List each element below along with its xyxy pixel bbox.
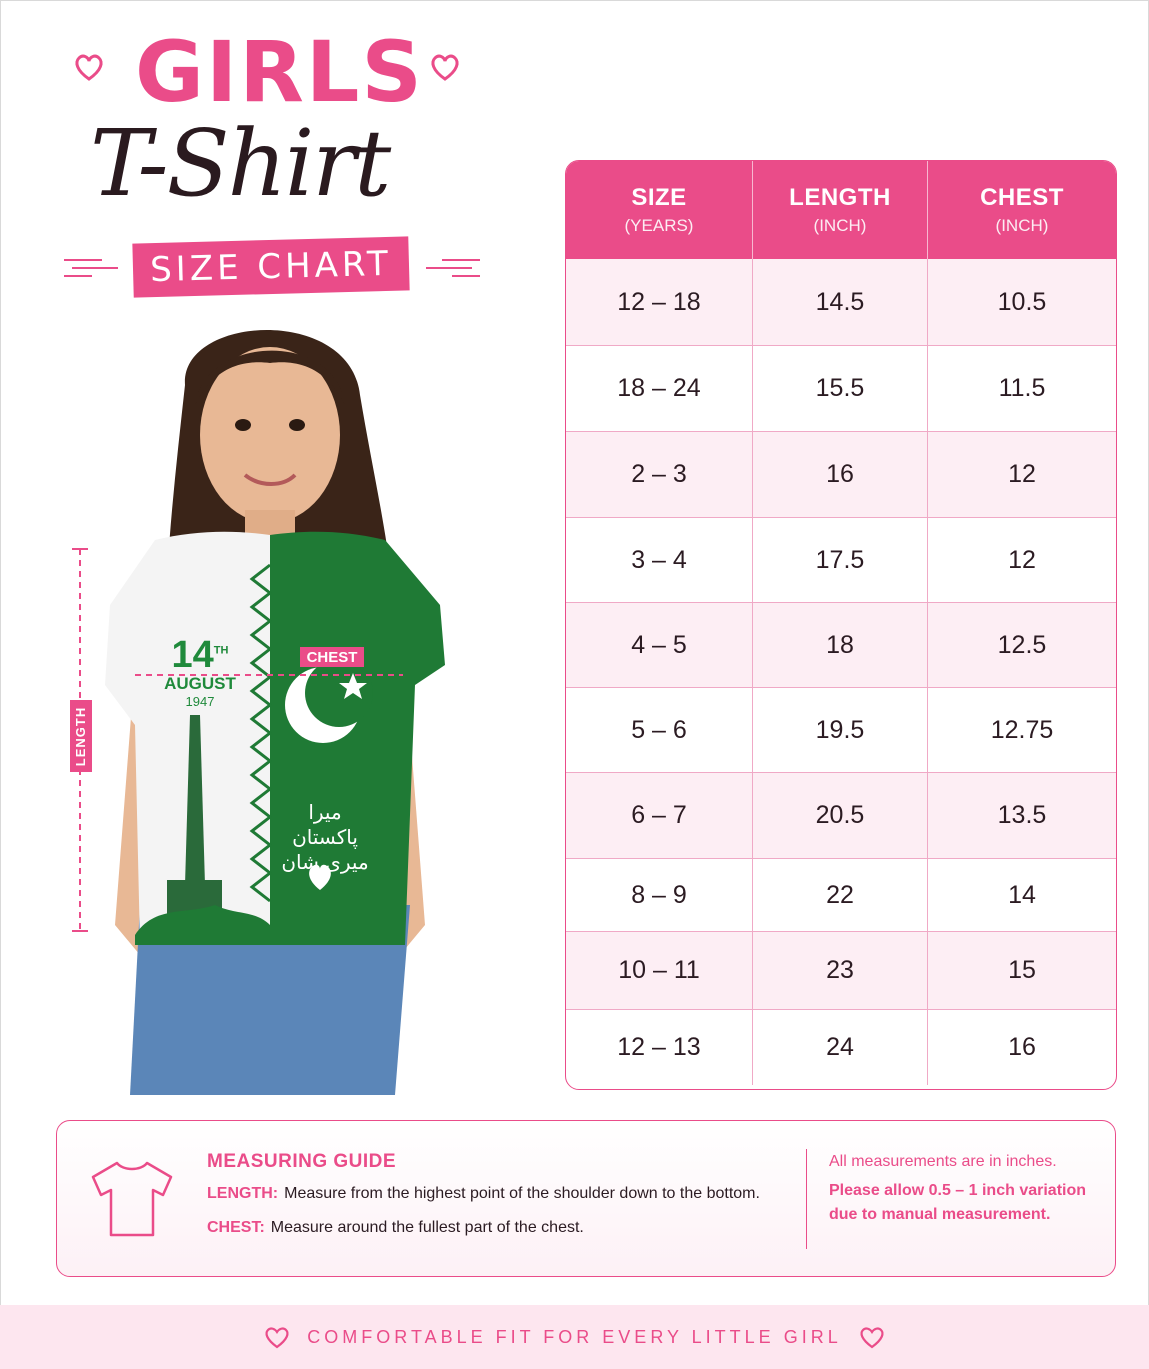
decor-lines — [422, 252, 482, 282]
shirt-day-suffix: TH — [213, 644, 229, 657]
size-chart-banner: SIZE CHART — [132, 236, 409, 297]
cell-chest: 15 — [1008, 956, 1036, 984]
cell-size: 8 – 9 — [566, 859, 753, 931]
cell-length: 15.5 — [753, 346, 928, 431]
shirt-day: 14 — [171, 634, 214, 676]
table-row — [566, 772, 1116, 858]
cell-chest: 12.75 — [990, 715, 1054, 744]
heart-icon — [428, 50, 462, 84]
note-line2: Please allow 0.5 – 1 inch variation due to manual measurement. — [829, 1182, 1087, 1223]
cell-length: 17.5 — [753, 518, 928, 602]
footer-bar — [0, 1305, 1149, 1369]
shirt-urdu-line1: میرا پاکستان — [292, 800, 358, 849]
header-chest: CHEST (INCH) — [980, 184, 1064, 235]
note-line1: All measurements are in inches. — [829, 1153, 1057, 1170]
cell-size: 18 – 24 — [566, 346, 753, 431]
shirt-urdu-text — [280, 800, 370, 875]
footer-text: COMFORTABLE FIT FOR EVERY LITTLE GIRL — [307, 1326, 842, 1347]
cell-size: 2 – 3 — [566, 432, 753, 517]
table-body — [566, 259, 1116, 1085]
cell-size: 6 – 7 — [566, 773, 753, 858]
guide-length-label: LENGTH: — [207, 1185, 279, 1202]
table-row — [566, 345, 1116, 431]
guide-title: MEASURING GUIDE — [207, 1151, 397, 1172]
size-table — [565, 160, 1117, 1090]
shirt-month: AUGUST — [164, 674, 236, 693]
heart-icon — [72, 50, 106, 84]
cell-length: 20.5 — [753, 773, 928, 858]
cell-chest: 11.5 — [998, 374, 1046, 402]
cell-chest: 12 — [1008, 460, 1036, 488]
cell-size: 10 – 11 — [566, 932, 753, 1009]
title-tshirt: T-Shirt — [90, 110, 390, 217]
cell-length: 18 — [753, 603, 928, 687]
cell-length: 14.5 — [753, 259, 928, 345]
header-size: SIZE (YEARS) — [566, 161, 753, 259]
guide-chest-text: Measure around the fullest part of the chest. — [270, 1219, 584, 1236]
cell-chest: 10.5 — [997, 287, 1047, 316]
cell-size: 12 – 18 — [566, 259, 753, 345]
cell-length: 16 — [753, 432, 928, 517]
cell-size: 5 – 6 — [566, 688, 753, 772]
cell-length: 22 — [753, 859, 928, 931]
chest-label: CHEST — [300, 647, 364, 667]
guide-chest — [207, 1219, 807, 1237]
heart-icon — [263, 1324, 291, 1350]
cell-length: 24 — [753, 1010, 928, 1085]
table-row — [566, 687, 1116, 772]
guide-length — [207, 1185, 807, 1203]
shirt-year: 1947 — [185, 694, 215, 709]
length-label: LENGTH — [70, 700, 92, 772]
table-row — [566, 858, 1116, 931]
table-row — [566, 931, 1116, 1009]
cell-chest: 13.5 — [997, 801, 1047, 829]
cell-chest: 12.5 — [997, 630, 1047, 659]
header-length: LENGTH (INCH) — [753, 161, 928, 259]
guide-length-text: Measure from the highest point of the shoulder down to the bottom. — [284, 1185, 760, 1202]
heart-icon — [858, 1324, 886, 1350]
table-row — [566, 517, 1116, 602]
guide-chest-label: CHEST: — [207, 1219, 265, 1236]
girl-illustration — [95, 305, 455, 1095]
cell-length: 23 — [753, 932, 928, 1009]
table-row — [566, 1009, 1116, 1085]
table-header — [566, 161, 1116, 259]
cell-size: 12 – 13 — [566, 1010, 753, 1085]
guide-divider — [806, 1149, 807, 1249]
decor-lines — [62, 252, 122, 282]
table-row — [566, 259, 1116, 345]
tshirt-icon — [87, 1157, 177, 1241]
title-girls: GIRLS — [135, 23, 424, 121]
shirt-date-print — [160, 636, 240, 709]
cell-length: 19.5 — [753, 688, 928, 772]
cell-size: 3 – 4 — [566, 518, 753, 602]
shirt-urdu-line2: میری شان — [281, 850, 369, 874]
cell-chest: 14 — [1008, 880, 1036, 909]
cell-chest: 16 — [1008, 1033, 1036, 1061]
table-row — [566, 431, 1116, 517]
table-row — [566, 602, 1116, 687]
cell-chest: 12 — [1008, 545, 1036, 574]
cell-size: 4 – 5 — [566, 603, 753, 687]
guide-note — [829, 1153, 1099, 1227]
measuring-guide-box — [56, 1120, 1116, 1277]
